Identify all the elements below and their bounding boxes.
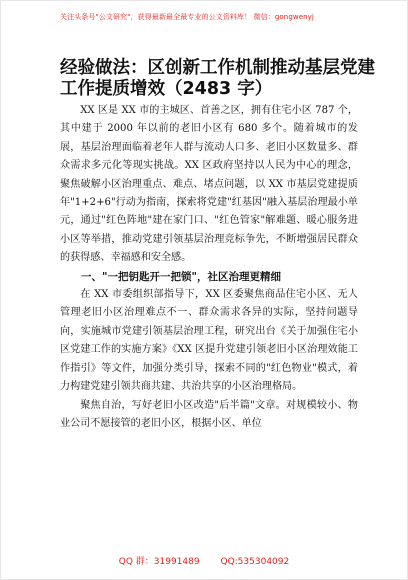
paragraph-section1-a: 在 XX 市委组织部指导下，XX 区委聚焦商品住宅小区、无人管理老旧小区治理难点不一、群众需求各异的实际，坚持问题导向，实施城市党建引领基层治理工程，研究出台《关于加强住宅小区党建工作的实施方案》《XX 区提升党建引领老旧小区治理效能工作指引》等文件，加强分类引导，探索不同的"红色物业"模式，着力构建党建引领共商共建、共治共享的小区治理格局。: [60, 289, 358, 393]
footer-qq-group: QQ 群：31991489: [118, 557, 200, 567]
document-title: [60, 58, 380, 100]
section-heading-1: 一、"一把钥匙开一把锁"，社区治理更精细: [81, 270, 281, 283]
footer-qq-number: QQ:535304092: [220, 557, 290, 567]
paragraph-section1-b: 聚焦自治，写好老旧小区改造"后半篇"文章。对规模较小、物业公司不愿接管的老旧小区，根据小区、单位: [60, 399, 358, 429]
header-promo-note: 关注头条号"公文研究"，获得最新最全最专业的公文资料库！ 微信：gongwenyj: [60, 13, 314, 21]
title-line-1: 经验做法：区创新工作机制推动基层党建: [60, 58, 375, 78]
title-line-2: 工作提质增效（2483 字）: [60, 79, 273, 99]
footer-contact: [0, 554, 408, 567]
paragraph-intro: XX 区是 XX 市的主城区、首善之区，拥有住宅小区 787 个，其中建于 2000 年以前的老旧小区有 680 多个。随着城市的发展，基层治理面临着老年人群与流动人口多、老旧小区数量多、群众需求多元化等现实挑战。XX 区政府坚持以人民为中心的理念，聚焦破解小区治理重点、难点、堵点问题，以 XX 市基层党建提质年"1+2+6"行动为指南，探索将党建"红基因"融入基层治理最小单元，通过"红色阵地"建在家门口、"红色管家"解难题、暖心服务进小区等举措，推动党建引领基层治理竞标争先，不断增强居民群众的获得感、幸福感和安全感。: [60, 105, 358, 264]
document-body: [60, 102, 358, 433]
